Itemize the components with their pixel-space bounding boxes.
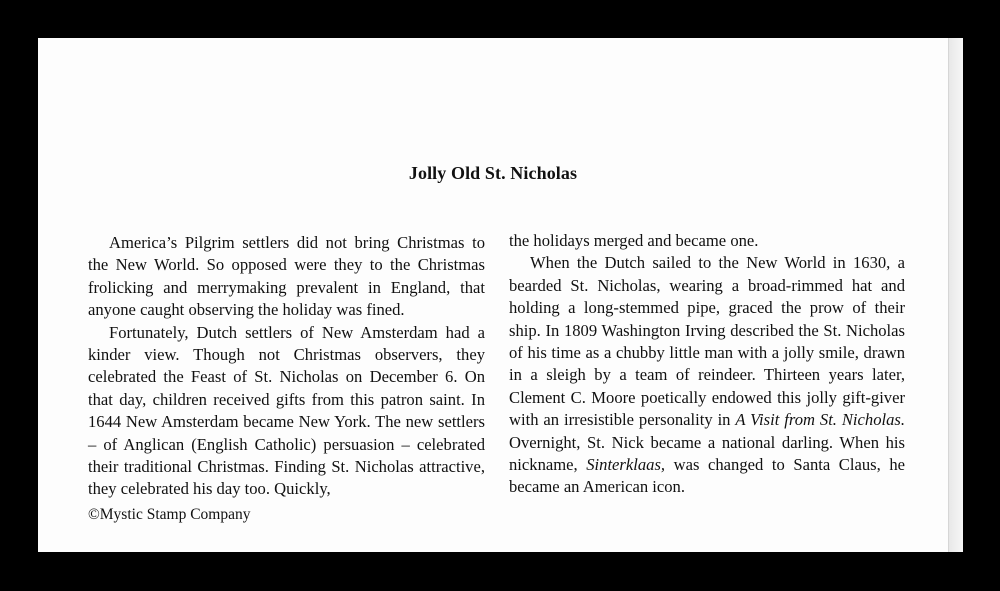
paragraph-pilgrims: America’s Pilgrim settlers did not bring Christmas to the New World. So opposed were they to the Christmas frolicking and merrymaking prevalent in England, that anyone caught observing the holiday was fined. <box>88 233 485 320</box>
right-column <box>509 230 905 499</box>
paragraph-text: When the Dutch sailed to the New World in 1630, a bearded St. Nicholas, wearing a broad-rimmed hat and holding a long-stemmed pipe, graced the prow of their ship. In 1809 Washington Irving described the St. Nicholas of his time as a chubby little man with a jolly smile, drawn in a sleigh by a team of reindeer. Thirteen years later, Clement C. Moore poetically endowed this jolly gift-giver with an irresistible personality in <box>509 253 905 430</box>
copyright-footer: ©Mystic Stamp Company <box>88 506 251 523</box>
document-title: Jolly Old St. Nicholas <box>408 163 578 183</box>
paragraph-text: was changed to Santa Claus, he became an American icon. <box>509 455 905 497</box>
paragraph-text: Overnight, St. Nick became a national darling. When his nickname, <box>509 432 905 475</box>
poem-title: A Visit from St. Nicholas. <box>735 410 906 430</box>
paragraph-dutch-settlers: Fortunately, Dutch settlers of New Amsterdam had a kinder view. Though not Christmas observers, they celebrated the Feast of St. Nicholas on December 6. On that day, children received gifts from this patron saint. In 1644 New Amsterdam became New York. The new settlers – of Anglican (English Catholic) persuasion – celebrated their traditional Christmas. Finding St. Nicholas attractive, they celebrated his day too. Quickly, <box>88 322 485 499</box>
nickname: Sinterklaas, <box>586 455 666 475</box>
paragraph-st-nick <box>509 252 905 498</box>
left-column <box>88 232 485 501</box>
paragraph-continuation: the holidays merged and became one. <box>509 231 759 250</box>
envelope-edge <box>948 38 963 552</box>
